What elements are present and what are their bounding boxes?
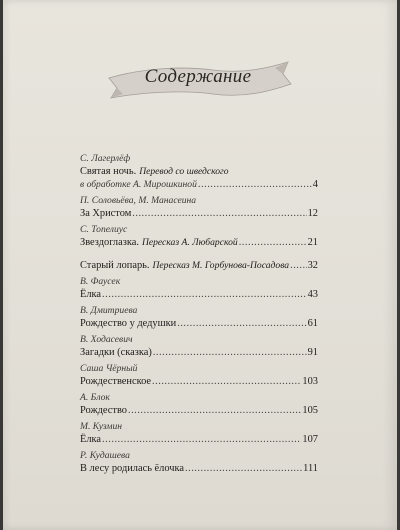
- entry-page-number: 111: [303, 463, 318, 474]
- dot-leader: [152, 375, 301, 388]
- entry-line: [80, 259, 318, 272]
- toc-entry: [80, 305, 318, 330]
- entry-line: [80, 317, 318, 330]
- entry-page-number: 43: [307, 289, 318, 300]
- entry-author: А. Блок: [80, 392, 110, 403]
- toc-entry: [80, 153, 318, 191]
- entry-page-number: 32: [307, 260, 318, 271]
- entry-author: В. Фаусек: [80, 276, 121, 287]
- dot-leader: [128, 404, 301, 417]
- entry-title: Святая ночь.: [80, 166, 137, 177]
- entry-page-number: 21: [307, 237, 318, 248]
- entry-subnote: в обработке А. Мирошкиной: [80, 179, 197, 190]
- entry-line: [80, 165, 318, 178]
- toc-entry: [80, 450, 318, 475]
- entry-title: Рождественское: [80, 376, 152, 387]
- entry-note: Перевод со шведского: [139, 166, 229, 177]
- entry-title: Звездоглазка.: [80, 237, 139, 248]
- entry-line: [80, 462, 318, 475]
- entry-line: [80, 288, 318, 301]
- dot-leader: [177, 317, 306, 330]
- entry-author: М. Кузмин: [80, 421, 123, 432]
- entry-page-number: 107: [302, 434, 318, 445]
- entry-author: Саша Чёрный: [80, 363, 138, 374]
- dot-leader: [102, 288, 307, 301]
- toc-entry: [80, 421, 318, 446]
- dot-leader: [185, 462, 302, 475]
- dot-leader: [239, 236, 307, 249]
- entry-line: [80, 207, 318, 220]
- entry-note: Пересказ М. Горбунова-Посадова: [152, 260, 290, 271]
- entry-author: В. Дмитриева: [80, 305, 138, 316]
- toc-heading: Содержание: [144, 66, 252, 87]
- entry-author: С. Топелиус: [80, 224, 128, 235]
- toc-entry: [80, 363, 318, 388]
- toc-entry: [80, 224, 318, 249]
- entry-note: Пересказ А. Любарской: [141, 237, 238, 248]
- entry-page-number: 103: [302, 376, 318, 387]
- entry-author: В. Ходасевич: [80, 334, 133, 345]
- entry-title: В лесу родилась ёлочка: [80, 463, 184, 474]
- entry-title: Загадки (сказка): [80, 347, 152, 358]
- entry-title: Старый лопарь.: [80, 260, 150, 271]
- toc-entry: [80, 195, 318, 220]
- dot-leader: [153, 346, 307, 359]
- entry-page-number: 91: [307, 347, 318, 358]
- entry-line: [80, 375, 318, 388]
- entry-line: [80, 404, 318, 417]
- entry-line: [80, 236, 318, 249]
- entry-author: П. Соловьёва, М. Манасеина: [80, 195, 197, 206]
- dot-leader: [198, 178, 312, 191]
- entry-page-number: 105: [302, 405, 318, 416]
- book-page: [3, 0, 397, 530]
- toc-list: [80, 153, 318, 479]
- entry-title: За Христом: [80, 208, 132, 219]
- entry-page-number: 61: [307, 318, 318, 329]
- entry-title: Ёлка: [80, 289, 102, 300]
- entry-line: [80, 346, 318, 359]
- entry-line: [80, 433, 318, 446]
- toc-entry: [80, 334, 318, 359]
- entry-title: Рождество: [80, 405, 127, 416]
- entry-author: С. Лагерлёф: [80, 153, 131, 164]
- toc-entry: [80, 276, 318, 301]
- dot-leader: [102, 433, 301, 446]
- toc-entry: [80, 392, 318, 417]
- entry-title: Ёлка: [80, 434, 102, 445]
- entry-page-number: 12: [307, 208, 318, 219]
- dot-leader: [132, 207, 306, 220]
- toc-entry: [80, 259, 318, 272]
- entry-page-number: 4: [312, 179, 318, 190]
- entry-line: [80, 178, 318, 191]
- entry-title: Рождество у дедушки: [80, 318, 177, 329]
- dot-leader: [290, 259, 307, 272]
- entry-author: Р. Кудашева: [80, 450, 130, 461]
